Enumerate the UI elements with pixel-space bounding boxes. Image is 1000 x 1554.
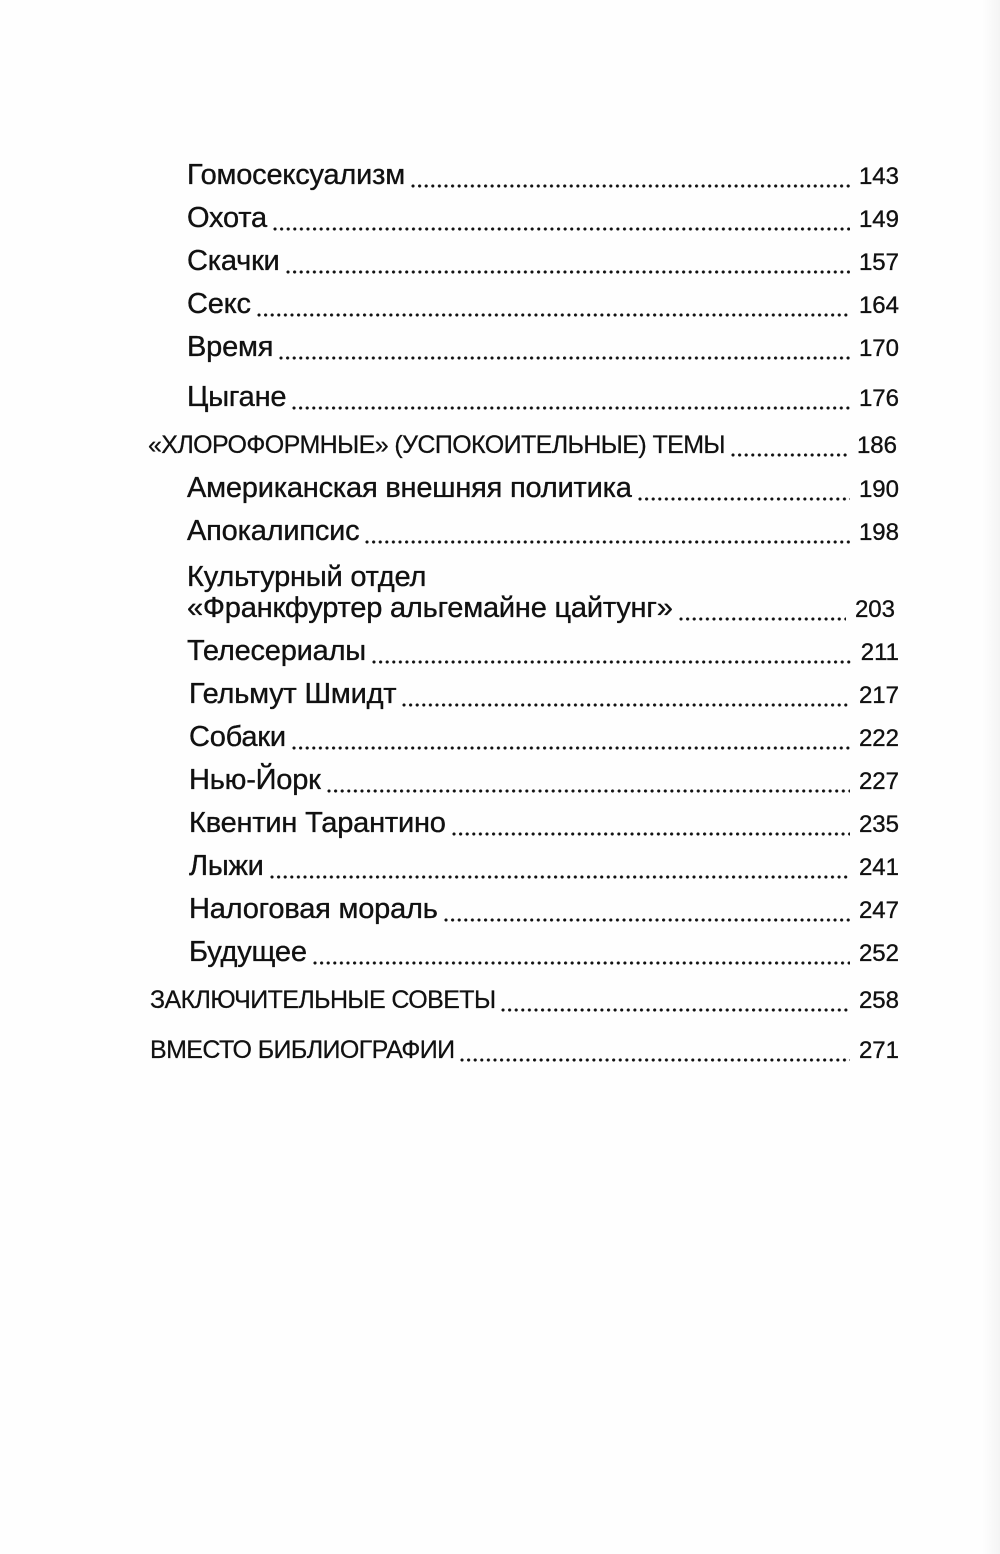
- toc-entry-title: Охота: [187, 202, 267, 234]
- dot-leader: [372, 660, 852, 664]
- dot-leader: [731, 453, 848, 457]
- toc-entry-page: 211: [860, 639, 899, 666]
- toc-section-title: ЗАКЛЮЧИТЕЛЬНЫЕ СОВЕТЫ: [150, 986, 496, 1014]
- toc-entry-title: Время: [187, 331, 274, 363]
- dot-leader: [411, 184, 850, 188]
- toc-entry-title: Будущее: [189, 936, 307, 968]
- toc-entry-page: 203: [854, 596, 895, 623]
- toc-entry: [189, 806, 899, 842]
- toc-entry-title: Собаки: [189, 721, 286, 753]
- toc-entry: [187, 380, 899, 416]
- dot-leader: [292, 746, 850, 750]
- toc-entry: [187, 471, 899, 507]
- toc-entry-page: 271: [858, 1037, 899, 1064]
- toc-entry-page: 143: [858, 163, 899, 190]
- toc-entry-page: 247: [858, 897, 899, 924]
- dot-leader: [402, 703, 850, 707]
- toc-entry: [187, 287, 899, 323]
- dot-leader: [292, 406, 850, 410]
- toc-section-title: ВМЕСТО БИБЛИОГРАФИИ: [150, 1036, 455, 1064]
- toc-entry-page: 222: [858, 725, 899, 752]
- toc-entry-title: Лыжи: [189, 850, 264, 882]
- toc-entry: [189, 849, 899, 885]
- toc-entry-title: Американская внешняя политика: [187, 472, 632, 504]
- dot-leader: [257, 313, 850, 317]
- toc-entry-title: Скачки: [187, 245, 280, 277]
- toc-entry: [187, 591, 895, 627]
- toc-entry: [187, 158, 899, 194]
- toc-entry-title: «Франкфуртер альгемайне цайтунг»: [187, 592, 673, 624]
- toc-entry: [187, 514, 899, 550]
- toc-entry: [189, 935, 899, 971]
- toc-entry-page: 186: [856, 432, 897, 459]
- toc-entry-page: 176: [858, 385, 899, 412]
- toc-entry: [187, 634, 899, 670]
- toc-entry-page: 170: [858, 335, 899, 362]
- dot-leader: [452, 832, 850, 836]
- toc-entry-title: Секс: [187, 288, 251, 320]
- toc-entry-title: Нью-Йорк: [189, 764, 321, 796]
- dot-leader: [638, 497, 850, 501]
- toc-entry-title: Гельмут Шмидт: [189, 678, 397, 710]
- toc-entry-page: 227: [858, 768, 899, 795]
- toc-section-title: «ХЛОРОФОРМНЫЕ» (УСПОКОИТЕЛЬНЫЕ) ТЕМЫ: [148, 431, 725, 459]
- toc-entry-title: Гомосексуализм: [187, 159, 405, 191]
- toc-entry-page: 252: [858, 940, 899, 967]
- toc-entry: [189, 720, 899, 756]
- toc-entry-title: Апокалипсис: [187, 515, 360, 547]
- toc-entry-page: 235: [858, 811, 899, 838]
- dot-leader: [313, 961, 850, 965]
- page-edge-shadow: [982, 0, 1000, 1554]
- toc-section-entry: [150, 983, 899, 1018]
- toc-entry-page: 198: [858, 519, 899, 546]
- toc-entry-page: 190: [858, 476, 899, 503]
- toc-entry-title-line1: Культурный отдел: [187, 561, 427, 593]
- toc-entry-title: Телесериалы: [187, 635, 366, 667]
- dot-leader: [365, 540, 850, 544]
- toc-entry-title: Налоговая мораль: [189, 893, 438, 925]
- dot-leader: [286, 270, 850, 274]
- toc-entry-page: 164: [858, 292, 899, 319]
- toc-entry: [189, 677, 899, 713]
- toc-section-entry: [150, 1033, 899, 1068]
- dot-leader: [679, 617, 846, 621]
- toc-entry-title: Цыгане: [187, 381, 287, 413]
- dot-leader: [444, 918, 850, 922]
- toc-entry-page: 157: [858, 249, 899, 276]
- toc-entry-page: 241: [858, 854, 899, 881]
- toc-entry-page: 258: [858, 987, 899, 1014]
- dot-leader: [327, 789, 850, 793]
- toc-entry-page: 217: [858, 682, 899, 709]
- toc-entry: [187, 201, 899, 237]
- dot-leader: [501, 1008, 849, 1012]
- dot-leader: [270, 875, 850, 879]
- toc-entry-page: 149: [858, 206, 899, 233]
- dot-leader: [279, 356, 850, 360]
- toc-entry-title: Квентин Тарантино: [189, 807, 446, 839]
- dot-leader: [460, 1058, 849, 1062]
- toc-entry: [187, 330, 899, 366]
- toc-section-entry: [148, 428, 897, 463]
- toc-entry: [189, 763, 899, 799]
- toc-entry: [189, 892, 899, 928]
- dot-leader: [273, 227, 850, 231]
- toc-entry: [187, 244, 899, 280]
